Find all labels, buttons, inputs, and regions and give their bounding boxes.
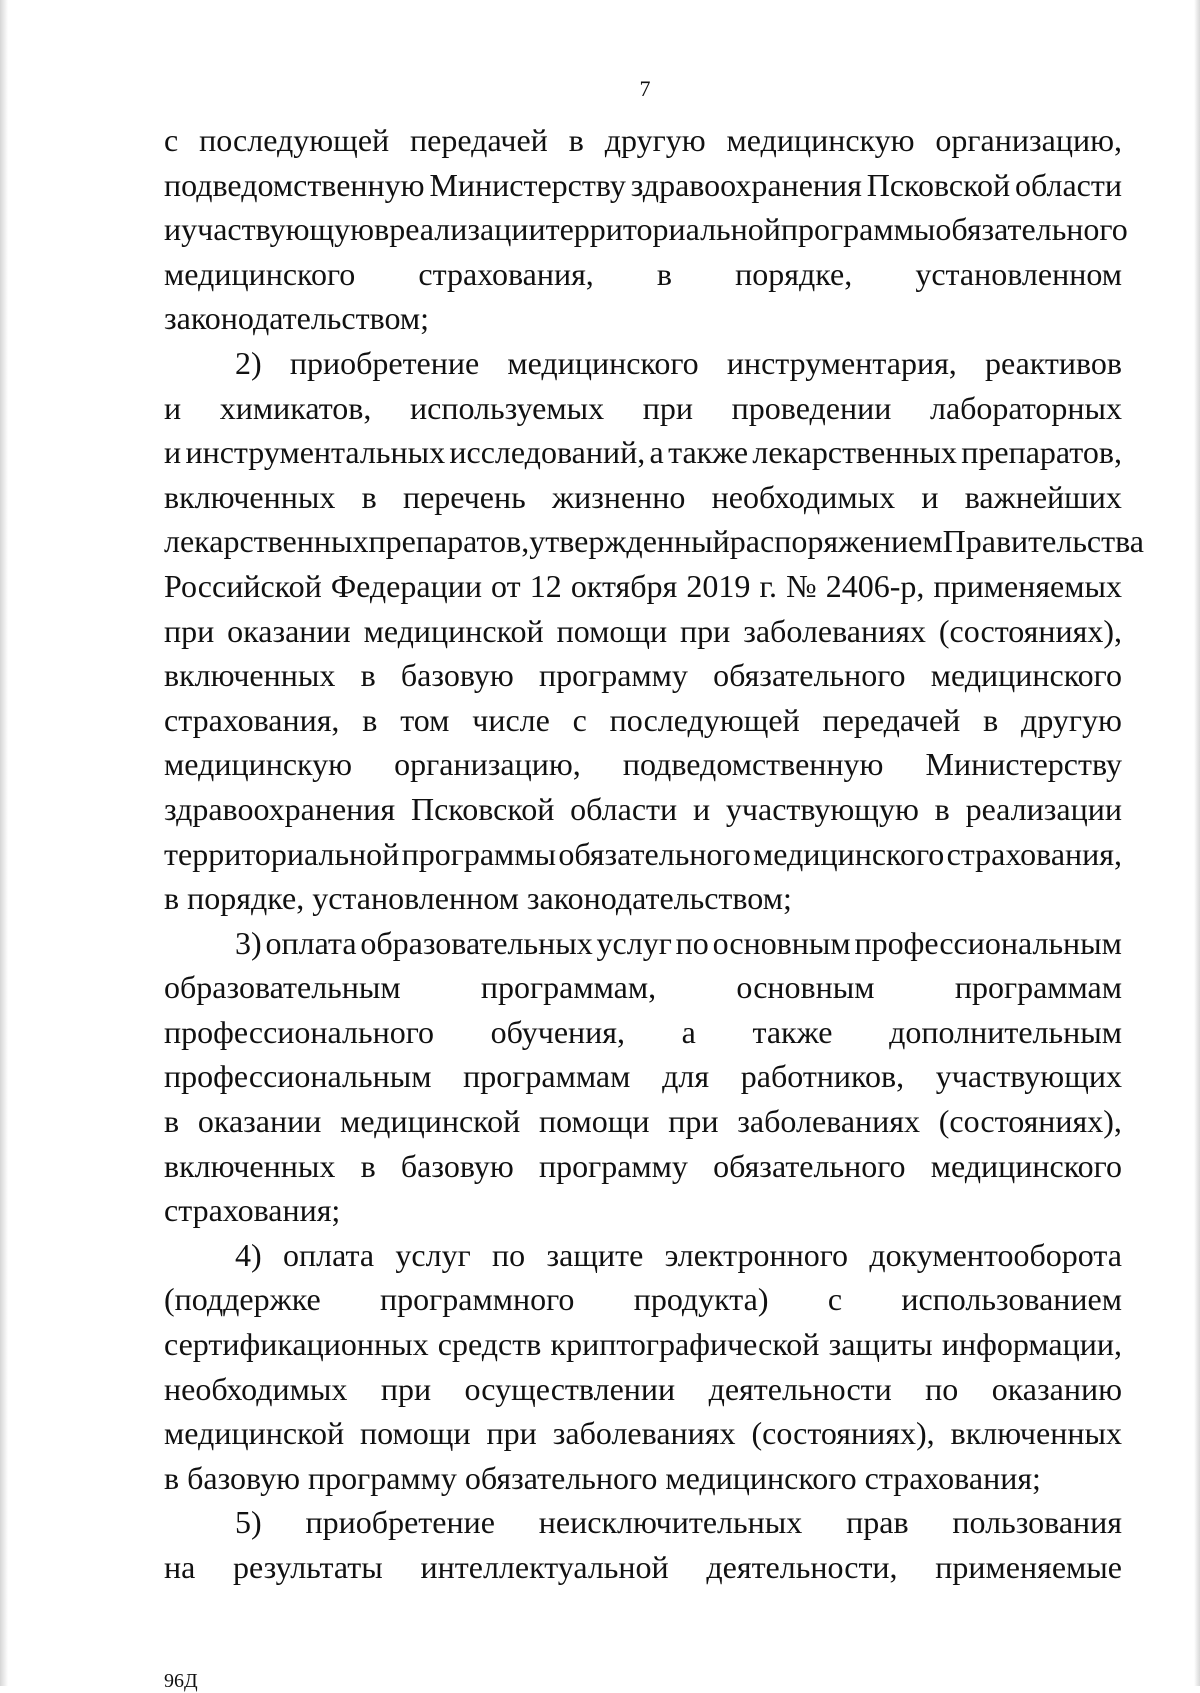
text-line: образовательным программам, основным программам: [164, 969, 1122, 1006]
text-line: в базовую программу обязательного медицинского страхования;: [164, 1459, 1041, 1496]
text-line: профессионального обучения, а также дополнительным: [164, 1013, 1122, 1050]
text-line: 5) приобретение неисключительных прав пользования: [235, 1504, 1122, 1541]
text-line: при оказании медицинской помощи при заболеваниях (состояниях),: [164, 612, 1122, 649]
text-line: в порядке, установленном законодательством;: [164, 880, 792, 917]
page-number: 7: [639, 76, 651, 101]
text-line: Российской Федерации от 12 октября 2019 г. № 2406-р, применяемых: [164, 567, 1122, 604]
text-line: и химикатов, используемых при проведении лабораторных: [164, 389, 1122, 426]
text-line: территориальной программы обязательного медицинского страхования,: [164, 835, 1122, 872]
paragraph: [164, 118, 1128, 341]
paragraph: [164, 1233, 1122, 1501]
text-line: 2) приобретение медицинского инструментария, реактивов: [235, 344, 1122, 381]
text-line: сертификационных средств криптографической защиты информации,: [164, 1326, 1122, 1363]
text-line: 3) оплата образовательных услуг по основным профессиональным: [235, 924, 1122, 961]
paragraph: [164, 341, 1144, 921]
text-line: в оказании медицинской помощи при заболеваниях (состояниях),: [164, 1103, 1122, 1140]
paragraph: [164, 1500, 1122, 1589]
text-line: с последующей передачей в другую медицинскую организацию,: [164, 122, 1122, 158]
text-line: включенных в базовую программу обязательного медицинского: [164, 1147, 1122, 1184]
text-line: включенных в перечень жизненно необходимых и важнейших: [164, 478, 1122, 515]
scan-edge-right: [1194, 0, 1200, 1686]
text-line: необходимых при осуществлении деятельности по оказанию: [164, 1370, 1122, 1407]
text-line: медицинской помощи при заболеваниях (состояниях), включенных: [164, 1415, 1122, 1452]
text-line: страхования;: [164, 1192, 341, 1229]
text-line: подведомственную Министерству здравоохранения Псковской области: [164, 166, 1122, 203]
text-line: лекарственных препаратов, утвержденный распоряжением Правительства: [164, 523, 1144, 560]
text-line: 4) оплата услуг по защите электронного документооборота: [235, 1236, 1122, 1273]
footer-code: 96Д: [164, 1670, 198, 1692]
text-line: и инструментальных исследований, а также лекарственных препаратов,: [164, 434, 1122, 471]
document-body: [164, 118, 1144, 1590]
text-line: медицинскую организацию, подведомственную Министерству: [164, 746, 1122, 783]
text-line: и участвующую в реализации территориальной программы обязательного: [164, 211, 1128, 248]
text-line: профессиональным программам для работников, участвующих: [164, 1058, 1122, 1095]
text-line: здравоохранения Псковской области и участвующую в реализации: [164, 790, 1122, 827]
text-line: на результаты интеллектуальной деятельности, применяемые: [164, 1549, 1122, 1585]
text-line: страхования, в том числе с последующей передачей в другую: [164, 701, 1122, 738]
text-line: включенных в базовую программу обязательного медицинского: [164, 657, 1122, 694]
text-line: законодательством;: [164, 300, 429, 337]
scan-edge-left: [0, 0, 8, 1686]
paragraph: [164, 921, 1122, 1233]
text-line: медицинского страхования, в порядке, установленном: [164, 255, 1122, 292]
text-line: (поддержке программного продукта) с использованием: [164, 1281, 1122, 1318]
